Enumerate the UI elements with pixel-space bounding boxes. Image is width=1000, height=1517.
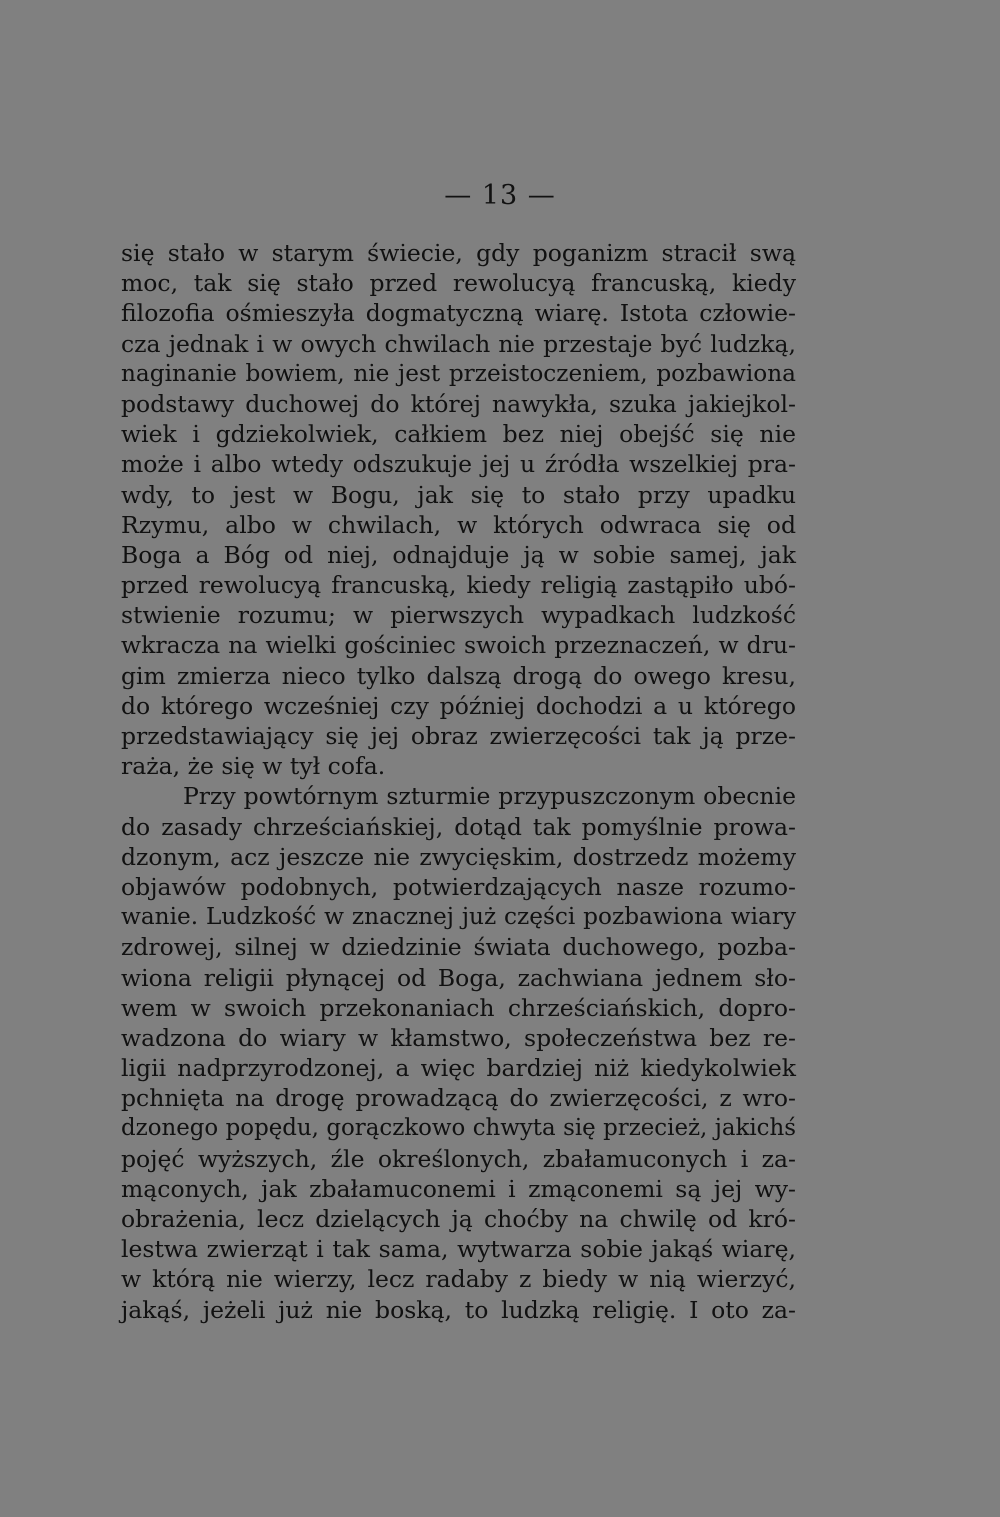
text-line: filozofia ośmieszyła dogmatyczną wiarę. Istota człowie-: [121, 299, 796, 328]
text-line: wkracza na wielki gościniec swoich przeznaczeń, w dru-: [121, 631, 796, 660]
text-line: Boga a Bóg od niej, odnajduje ją w sobie samej, jak: [121, 540, 796, 569]
text-line: do którego wcześniej czy później dochodzi a u którego: [121, 691, 796, 720]
text-line: wem w swoich przekonaniach chrześciańskich, dopro-: [121, 993, 796, 1022]
text-line: przed rewolucyą francuską, kiedy religią zastąpiło ubó-: [121, 571, 796, 600]
text-line: wanie. Ludzkość w znacznej już części pozbawiona wiary: [121, 903, 796, 931]
text-line: mąconych, jak zbałamuconemi i zmąconemi są jej wy-: [121, 1174, 796, 1203]
text-line: podstawy duchowej do której nawykła, szuka jakiejkol-: [121, 389, 796, 418]
text-line: ligii nadprzyrodzonej, a więc bardziej niż kiedykolwiek: [121, 1054, 796, 1083]
text-line: lestwa zwierząt i tak sama, wytwarza sobie jakąś wiarę,: [121, 1235, 796, 1264]
text-line: objawów podobnych, potwierdzających nasze rozumo-: [121, 872, 796, 901]
text-line: jakąś, jeżeli już nie boską, to ludzką religię. I oto za-: [121, 1295, 796, 1324]
text-line: pchnięta na drogę prowadzącą do zwierzęcości, z wro-: [121, 1084, 796, 1113]
text-line: stwienie rozumu; w pierwszych wypadkach ludzkość: [121, 601, 796, 630]
text-line: Przy powtórnym szturmie przypuszczonym obecnie: [183, 782, 796, 811]
text-line: gim zmierza nieco tylko dalszą drogą do owego kresu,: [121, 661, 796, 690]
text-line: Rzymu, albo w chwilach, w których odwraca się od: [121, 510, 796, 539]
text-line: pojęć wyższych, źle określonych, zbałamuconych i za-: [121, 1144, 796, 1173]
text-line: wiona religii płynącej od Boga, zachwiana jednem sło-: [121, 963, 796, 992]
text-line: może i albo wtedy odszukuje jej u źródła wszelkiej pra-: [121, 450, 796, 479]
text-line: do zasady chrześciańskiej, dotąd tak pomyślnie prowa-: [121, 812, 796, 841]
text-line: cza jednak i w owych chwilach nie przestaje być ludzką,: [121, 329, 796, 358]
text-line: moc, tak się stało przed rewolucyą francuską, kiedy: [121, 269, 796, 298]
text-line: wadzona do wiary w kłamstwo, społeczeństwa bez re-: [121, 1023, 796, 1052]
text-line: dzonym, acz jeszcze nie zwycięskim, dostrzedz możemy: [121, 842, 796, 871]
text-line: raża, że się w tył cofa.: [121, 752, 386, 781]
body-text: [121, 238, 796, 1325]
page-number: — 13 —: [444, 180, 556, 211]
text-line: dzonego popędu, gorączkowo chwyta się przecież, jakichś: [121, 1115, 796, 1142]
text-line: obrażenia, lecz dzielących ją choćby na chwilę od kró-: [121, 1205, 796, 1233]
text-line: przedstawiający się jej obraz zwierzęcości tak ją prze-: [121, 722, 796, 750]
text-line: się stało w starym świecie, gdy poganizm stracił swą: [121, 239, 796, 267]
text-line: zdrowej, silnej w dziedzinie świata duchowego, pozba-: [121, 933, 796, 962]
text-line: naginanie bowiem, nie jest przeistoczeniem, pozbawiona: [121, 359, 796, 387]
text-line: w którą nie wierzy, lecz radaby z biedy w nią wierzyć,: [121, 1265, 796, 1294]
text-line: wiek i gdziekolwiek, całkiem bez niej obejść się nie: [121, 420, 796, 449]
text-line: wdy, to jest w Bogu, jak się to stało przy upadku: [121, 480, 796, 509]
